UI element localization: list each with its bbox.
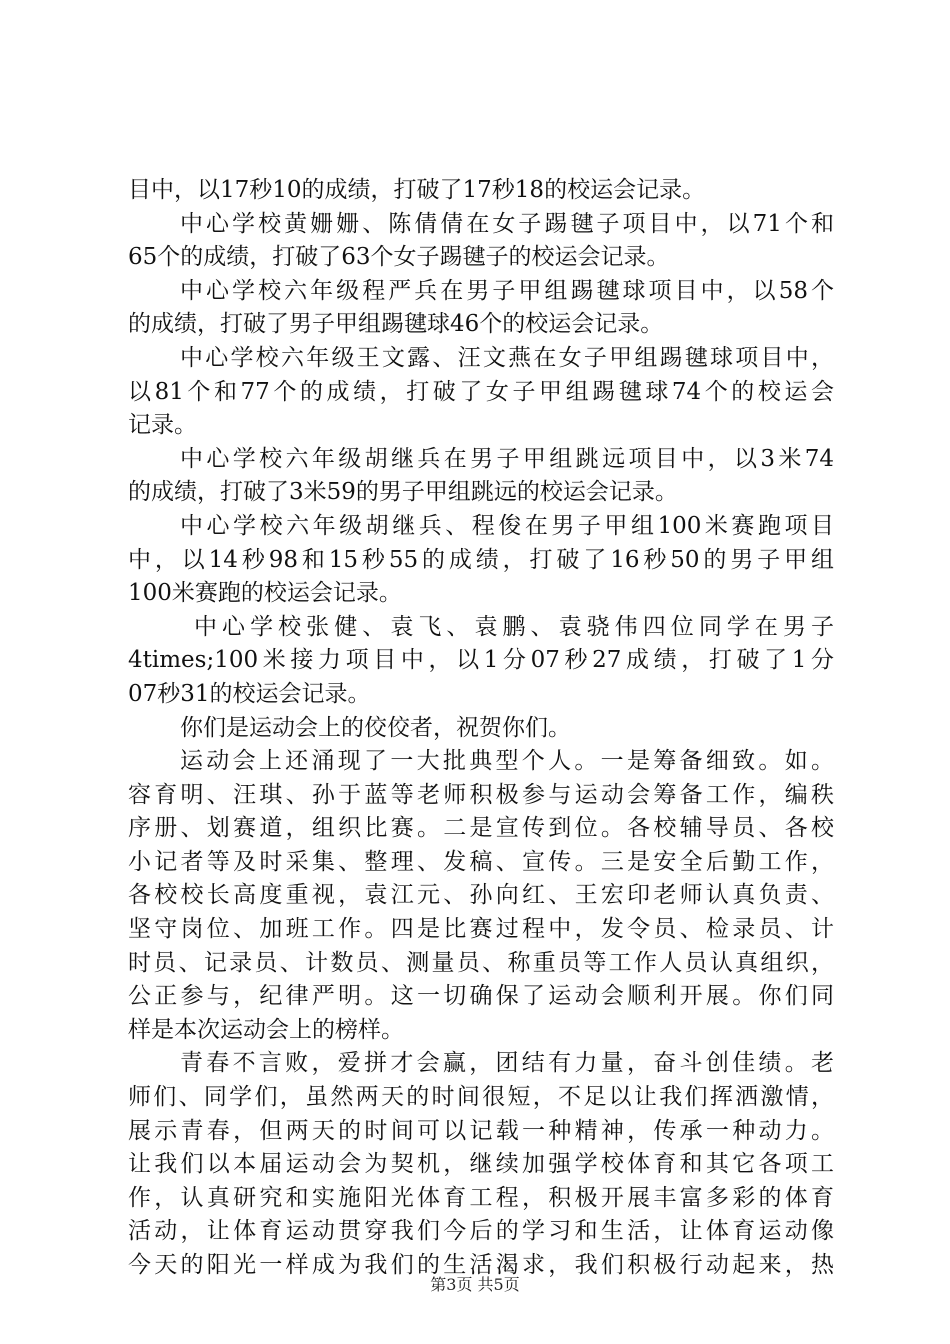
text-line: 小记者等及时采集、整理、发稿、宣传。三是安全后勤工作， <box>128 848 834 875</box>
text-line: 你们是运动会上的佼佼者，祝贺你们。 <box>180 714 571 741</box>
text-line: 中心学校六年级王文露、汪文燕在女子甲组踢毽球项目中， <box>180 344 834 371</box>
text-line: 各校校长高度重视，袁江元、孙向红、王宏印老师认真负责、 <box>128 882 834 909</box>
text-line: 活动，让体育运动贯穿我们今后的学习和生活，让体育运动像 <box>128 1218 834 1245</box>
text-line: 中心学校黄姗姗、陈倩倩在女子踢毽子项目中，以71个和 <box>180 210 834 237</box>
text-line: 师们、同学们，虽然两天的时间很短，不足以让我们挥洒激情， <box>128 1084 834 1111</box>
text-line: 中心学校六年级胡继兵、程俊在男子甲组100米赛跑项目 <box>180 512 834 539</box>
text-line: 中心学校六年级胡继兵在男子甲组跳远项目中，以3米74 <box>180 445 834 472</box>
text-line: 容育明、汪琪、孙于蓝等老师积极参与运动会筹备工作，编秩 <box>128 781 834 808</box>
document-body <box>128 174 834 1283</box>
text-line: 100米赛跑的校运会记录。 <box>128 580 402 607</box>
text-line: 青春不言败，爱拼才会赢，团结有力量，奋斗创佳绩。老 <box>180 1050 834 1077</box>
text-line: 样是本次运动会上的榜样。 <box>128 1016 404 1043</box>
text-line: 坚守岗位、加班工作。四是比赛过程中，发令员、检录员、计 <box>128 916 834 943</box>
text-line: 07秒31的校运会记录。 <box>128 680 371 707</box>
text-line: 的成绩，打破了男子甲组踢毽球46个的校运会记录。 <box>128 311 664 338</box>
text-line: 4times;100米接力项目中，以1分07秒27成绩，打破了1分 <box>128 647 834 674</box>
text-line: 中心学校张健、袁飞、袁鹏、袁骁伟四位同学在男子 <box>194 613 834 640</box>
text-line: 中，以14秒98和15秒55的成绩，打破了16秒50的男子甲组 <box>128 546 834 573</box>
text-line: 展示青春，但两天的时间可以记载一种精神，传承一种动力。 <box>128 1117 834 1144</box>
text-line: 以81个和77个的成绩，打破了女子甲组踢毽球74个的校运会 <box>128 378 834 405</box>
text-line: 公正参与，纪律严明。这一切确保了运动会顺利开展。你们同 <box>128 983 834 1010</box>
text-line: 运动会上还涌现了一大批典型个人。一是筹备细致。如。 <box>180 748 834 775</box>
text-line: 让我们以本届运动会为契机，继续加强学校体育和其它各项工 <box>128 1151 834 1178</box>
text-line: 目中，以17秒10的成绩，打破了17秒18的校运会记录。 <box>128 177 706 203</box>
text-line: 时员、记录员、计数员、测量员、称重员等工作人员认真组织， <box>128 949 834 976</box>
text-line: 今天的阳光一样成为我们的生活渴求，我们积极行动起来，热 <box>128 1252 834 1278</box>
text-line: 的成绩，打破了3米59的男子甲组跳远的校运会记录。 <box>128 479 678 506</box>
text-line: 序册、划赛道，组织比赛。二是宣传到位。各校辅导员、各校 <box>128 815 834 842</box>
page-footer: 第3页 共5页 <box>430 1275 520 1294</box>
text-line: 记录。 <box>128 412 197 439</box>
text-line: 65个的成绩，打破了63个女子踢毽子的校运会记录。 <box>128 244 670 271</box>
text-line: 中心学校六年级程严兵在男子甲组踢毽球项目中，以58个 <box>180 277 834 304</box>
text-line: 作，认真研究和实施阳光体育工程，积极开展丰富多彩的体育 <box>128 1184 834 1211</box>
